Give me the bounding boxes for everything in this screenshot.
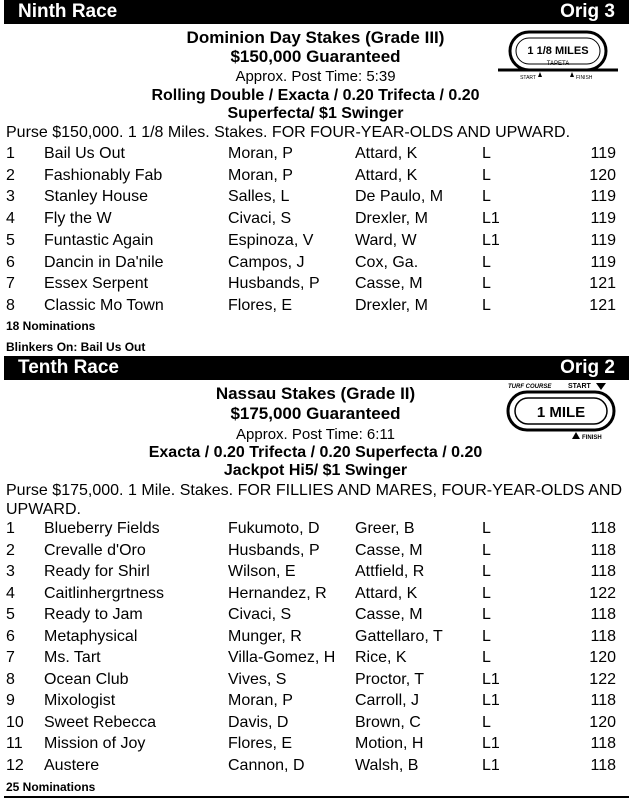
weight: 121 [589,296,616,314]
medication: L1 [482,670,500,688]
badge-distance: 1 1/8 MILES [527,45,589,57]
jockey-name: Villa-Gomez, H [228,649,336,666]
horse-name: Stanley House [44,188,149,206]
trainer-name: Walsh, B [355,756,419,774]
weight: 118 [590,692,616,709]
entry-number: 6 [6,627,15,645]
track-distance-badge [502,381,620,443]
table-row [0,143,631,165]
race-name: Tenth Race [18,357,120,378]
entry-number: 8 [6,296,15,314]
entry-number: 1 [6,145,15,162]
horse-name: Ready to Jam [44,606,143,623]
table-row [0,273,631,295]
medication: L [482,145,491,162]
table-row [0,583,631,605]
post-time: Approx. Post Time: 6:11 [236,426,395,443]
ninth-race-header [4,0,629,24]
jockey-name: Vives, S [228,670,287,688]
trainer-name: Rice, K [355,649,407,666]
trainer-name: Casse, M [355,541,423,559]
badge-start: START [568,383,591,390]
medication: L [482,649,491,666]
jockey-name: Salles, L [228,188,290,206]
jockey-name: Espinoza, V [228,231,314,249]
jockey-name: Cannon, D [228,756,305,774]
jockey-name: Husbands, P [228,275,320,293]
race-guarantee: $150,000 Guaranteed [230,47,401,66]
badge-surface: TAPETA [546,61,570,67]
start-arrow-icon [538,72,542,77]
table-row [0,165,631,187]
jockey-name: Campos, J [228,253,305,271]
purse-description-line-2: UPWARD. [6,501,81,518]
weight: 118 [590,627,616,645]
blinkers-note: Blinkers On: Bail Us Out [6,340,146,354]
entry-number: 4 [6,584,15,602]
weight: 122 [589,584,616,602]
horse-name: Mixologist [44,692,116,709]
jockey-name: Flores, E [228,296,293,314]
jockey-name: Moran, P [228,692,293,709]
jockey-name: Wilson, E [228,563,296,580]
medication: L [482,541,491,559]
horse-name: Essex Serpent [44,275,149,293]
table-row [0,230,631,252]
trainer-name: Attard, K [355,145,418,162]
entry-number: 12 [6,756,24,774]
nominations-count: 25 Nominations [6,780,96,794]
medication: L1 [482,210,500,228]
horse-name: Austere [44,756,100,774]
entry-number: 7 [6,275,15,293]
weight: 120 [589,649,616,666]
badge-start: START [520,75,536,81]
medication: L [482,296,491,314]
entry-number: 5 [6,606,15,623]
medication: L [482,275,491,293]
entry-number: 8 [6,670,15,688]
table-row [0,208,631,230]
medication: L [482,520,491,537]
medication: L [482,606,491,623]
trainer-name: Carroll, J [355,692,420,709]
trainer-name: Ward, W [355,231,417,249]
medication: L [482,188,491,206]
horse-name: Metaphysical [44,627,138,645]
jockey-name: Hernandez, R [228,584,327,602]
horse-name: Ms. Tart [44,649,101,666]
weight: 119 [590,231,616,249]
medication: L [482,563,491,580]
horse-name: Fly the W [44,210,112,228]
table-row [0,604,631,626]
track-distance-badge [496,28,620,84]
medication: L [482,584,491,602]
trainer-name: Casse, M [355,606,423,623]
jockey-name: Munger, R [228,627,302,645]
table-row [0,690,631,712]
trainer-name: Motion, H [355,735,424,752]
wagers-line-2: Superfecta/ $1 Swinger [227,105,404,122]
entry-number: 5 [6,231,15,249]
bottom-divider [4,796,629,798]
jockey-name: Husbands, P [228,541,320,559]
trainer-name: Gattellaro, T [355,627,443,645]
race-name: Ninth Race [18,1,118,22]
post-time: Approx. Post Time: 5:39 [235,68,396,85]
table-row [0,518,631,540]
jockey-name: Fukumoto, D [228,520,320,537]
entry-number: 4 [6,210,15,228]
entry-number: 7 [6,649,15,666]
weight: 119 [590,145,616,162]
wagers-line-1: Rolling Double / Exacta / 0.20 Trifecta / 0.20 [151,87,480,104]
horse-name: Bail Us Out [44,145,125,162]
jockey-name: Davis, D [228,713,289,731]
trainer-name: Casse, M [355,275,423,293]
jockey-name: Civaci, S [228,606,292,623]
entry-number: 3 [6,563,15,580]
trainer-name: Attard, K [355,166,418,184]
medication: L [482,253,491,271]
horse-name: Mission of Joy [44,735,146,752]
entry-number: 2 [6,541,15,559]
weight: 120 [589,713,616,731]
horse-name: Fashionably Fab [44,166,163,184]
badge-distance: 1 MILE [536,404,586,421]
table-row [0,733,631,755]
entry-number: 9 [6,692,15,709]
table-row [0,647,631,669]
horse-name: Crevalle d'Oro [44,541,146,559]
race-orig: Orig 3 [560,1,615,22]
entry-number: 1 [6,520,15,537]
entry-number: 2 [6,166,15,184]
purse-description: Purse $150,000. 1 1/8 Miles. Stakes. FOR FOUR-YEAR-OLDS AND UPWARD. [6,124,571,141]
entry-number: 10 [6,713,24,731]
entry-number: 6 [6,253,15,271]
trainer-name: Greer, B [355,520,415,537]
medication: L [482,166,491,184]
weight: 121 [589,275,616,293]
table-row [0,295,631,317]
jockey-name: Moran, P [228,166,293,184]
jockey-name: Flores, E [228,735,293,752]
horse-name: Blueberry Fields [44,520,160,537]
horse-name: Dancin in Da'nile [44,253,164,271]
nominations-count: 18 Nominations [6,319,96,333]
jockey-name: Civaci, S [228,210,292,228]
race-orig: Orig 2 [560,357,615,378]
wagers-line-1: Exacta / 0.20 Trifecta / 0.20 Superfecta / 0.20 [148,444,483,461]
horse-name: Ocean Club [44,670,129,688]
medication: L1 [482,692,500,709]
entry-number: 11 [6,735,23,752]
badge-finish: FINISH [576,75,593,81]
medication: L [482,713,491,731]
medication: L [482,627,491,645]
weight: 118 [590,756,616,774]
horse-name: Funtastic Again [44,231,154,249]
table-row [0,252,631,274]
purse-description-line-1: Purse $175,000. 1 Mile. Stakes. FOR FILLIES AND MARES, FOUR-YEAR-OLDS AND [6,482,622,499]
weight: 120 [589,166,616,184]
badge-finish: FINISH [582,435,602,441]
horse-name: Sweet Rebecca [44,713,157,731]
trainer-name: De Paulo, M [355,188,444,206]
trainer-name: Cox, Ga. [355,253,419,271]
weight: 119 [590,253,616,271]
table-row [0,561,631,583]
weight: 122 [589,670,616,688]
race-title: Dominion Day Stakes (Grade III) [186,28,445,47]
trainer-name: Attard, K [355,584,418,602]
table-row [0,540,631,562]
weight: 118 [590,541,616,559]
weight: 118 [590,520,616,537]
table-row [0,669,631,691]
table-row [0,186,631,208]
table-row [0,755,631,777]
weight: 118 [590,563,616,580]
weight: 118 [590,606,616,623]
trainer-name: Drexler, M [355,210,428,228]
start-arrow-icon [596,383,606,390]
finish-arrow-icon [570,72,574,77]
weight: 118 [590,735,616,752]
weight: 119 [590,188,616,206]
table-row [0,626,631,648]
badge-course: TURF COURSE [508,384,552,390]
table-row [0,712,631,734]
trainer-name: Brown, C [355,713,421,731]
tenth-race-header [4,356,629,380]
horse-name: Caitlinhergrtness [44,584,165,602]
finish-arrow-icon [572,432,580,439]
medication: L1 [482,756,500,774]
horse-name: Classic Mo Town [44,296,164,314]
entry-number: 3 [6,188,15,206]
horse-name: Ready for Shirl [44,563,150,580]
race-title: Nassau Stakes (Grade II) [215,384,416,403]
medication: L1 [482,735,500,752]
wagers-line-2: Jackpot Hi5/ $1 Swinger [223,462,408,479]
jockey-name: Moran, P [228,145,293,162]
trainer-name: Drexler, M [355,296,428,314]
medication: L1 [482,231,500,249]
race-guarantee: $175,000 Guaranteed [230,404,401,423]
weight: 119 [590,210,616,228]
trainer-name: Attfield, R [355,563,425,580]
trainer-name: Proctor, T [355,670,425,688]
